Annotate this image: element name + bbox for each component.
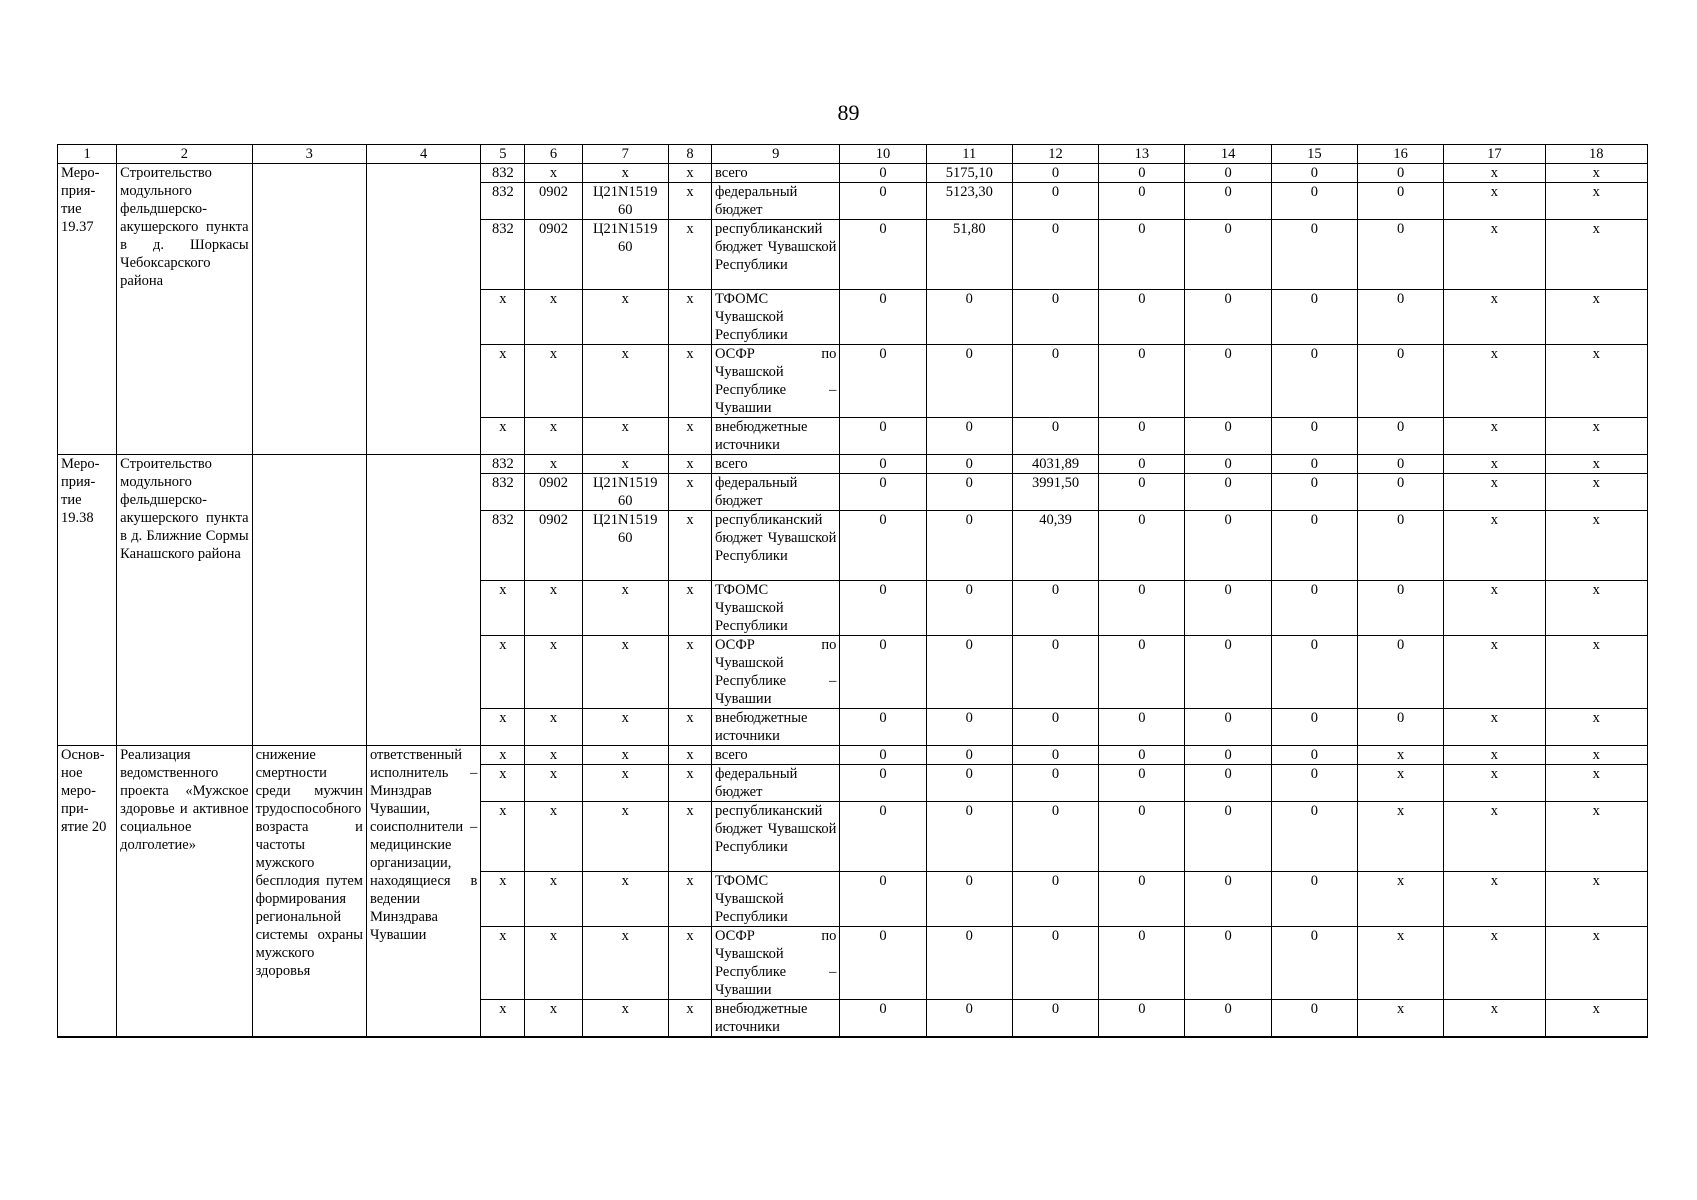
target-article-cell: x [582, 345, 668, 418]
column-header-1: 1 [58, 145, 117, 164]
table-row [58, 164, 1648, 183]
expense-type-cell: x [668, 183, 711, 220]
year-value-cell: 0 [1271, 636, 1357, 709]
section-code-cell: x [525, 927, 582, 1000]
year-value-cell: 0 [926, 802, 1012, 872]
year-value-cell: 0 [926, 418, 1012, 455]
year-value-cell: 0 [1271, 765, 1357, 802]
section-code-cell: x [525, 765, 582, 802]
funding-source-cell: федеральный бюджет [712, 765, 840, 802]
year-value-cell: 4031,89 [1012, 455, 1098, 474]
year-value-cell: 0 [1099, 164, 1185, 183]
target-article-cell: Ц21N1519 60 [582, 183, 668, 220]
year-value-cell: 0 [1271, 455, 1357, 474]
year-value-cell: 0 [1185, 511, 1271, 581]
year-value-cell: 5175,10 [926, 164, 1012, 183]
year-value-cell: 0 [1271, 746, 1357, 765]
gp-code-cell: 832 [481, 164, 525, 183]
year-value-cell: x [1444, 511, 1545, 581]
section-code-cell: x [525, 872, 582, 927]
expense-type-cell: x [668, 802, 711, 872]
column-header-3: 3 [252, 145, 366, 164]
year-value-cell: 0 [1185, 474, 1271, 511]
funding-source-cell: ОСФР по Чувашской Республике – Чувашии [712, 345, 840, 418]
year-value-cell: x [1545, 765, 1647, 802]
year-value-cell: 5123,30 [926, 183, 1012, 220]
gp-code-cell: x [481, 802, 525, 872]
year-value-cell: 0 [840, 290, 926, 345]
gp-code-cell: x [481, 290, 525, 345]
year-value-cell: 0 [1099, 290, 1185, 345]
year-value-cell: 0 [1185, 746, 1271, 765]
column-header-7: 7 [582, 145, 668, 164]
year-value-cell: x [1444, 802, 1545, 872]
expense-type-cell: x [668, 455, 711, 474]
year-value-cell: 0 [1271, 164, 1357, 183]
measure-id-cell: Меро- прия- тие 19.38 [58, 455, 117, 746]
section-code-cell: x [525, 345, 582, 418]
funding-source-cell: всего [712, 455, 840, 474]
year-value-cell: 0 [926, 345, 1012, 418]
year-value-cell: 0 [1185, 1000, 1271, 1038]
column-header-15: 15 [1271, 145, 1357, 164]
year-value-cell: 0 [1271, 872, 1357, 927]
header-row [58, 145, 1648, 164]
year-value-cell: x [1545, 1000, 1647, 1038]
column-header-4: 4 [366, 145, 480, 164]
target-article-cell: x [582, 746, 668, 765]
year-value-cell: 0 [1012, 418, 1098, 455]
year-value-cell: x [1545, 636, 1647, 709]
year-value-cell: x [1357, 802, 1443, 872]
year-value-cell: 0 [1099, 418, 1185, 455]
year-value-cell: 0 [1271, 290, 1357, 345]
year-value-cell: 0 [1185, 290, 1271, 345]
year-value-cell: x [1357, 765, 1443, 802]
year-value-cell: x [1545, 345, 1647, 418]
year-value-cell: 0 [1012, 290, 1098, 345]
year-value-cell: x [1545, 164, 1647, 183]
year-value-cell: x [1444, 183, 1545, 220]
year-value-cell: x [1545, 474, 1647, 511]
expense-type-cell: x [668, 220, 711, 290]
target-article-cell: x [582, 927, 668, 1000]
year-value-cell: 0 [1099, 746, 1185, 765]
year-value-cell: 0 [926, 927, 1012, 1000]
year-value-cell: 0 [1099, 802, 1185, 872]
target-article-cell: x [582, 455, 668, 474]
year-value-cell: 0 [1357, 474, 1443, 511]
year-value-cell: 0 [840, 511, 926, 581]
year-value-cell: 0 [1271, 802, 1357, 872]
year-value-cell: 0 [840, 636, 926, 709]
year-value-cell: x [1545, 455, 1647, 474]
table-row [58, 746, 1648, 765]
year-value-cell: x [1545, 802, 1647, 872]
expense-type-cell: x [668, 581, 711, 636]
section-code-cell: 0902 [525, 220, 582, 290]
column-header-6: 6 [525, 145, 582, 164]
gp-code-cell: x [481, 709, 525, 746]
target-article-cell: x [582, 709, 668, 746]
funding-source-cell: всего [712, 164, 840, 183]
target-article-cell: Ц21N1519 60 [582, 220, 668, 290]
section-code-cell: x [525, 636, 582, 709]
section-code-cell: 0902 [525, 183, 582, 220]
funding-source-cell: всего [712, 746, 840, 765]
gp-code-cell: x [481, 1000, 525, 1038]
expense-type-cell: x [668, 164, 711, 183]
year-value-cell: 3991,50 [1012, 474, 1098, 511]
funding-source-cell: ОСФР по Чувашской Республике – Чувашии [712, 927, 840, 1000]
measure-name-cell: Реализация ведомственного проекта «Мужское здоровье и активное социальное долголетие» [117, 746, 252, 1038]
funding-source-cell: республиканский бюджет Чувашской Республики [712, 802, 840, 872]
year-value-cell: 0 [1099, 709, 1185, 746]
year-value-cell: x [1545, 746, 1647, 765]
year-value-cell: x [1444, 581, 1545, 636]
year-value-cell: 0 [926, 1000, 1012, 1038]
funding-source-cell: внебюджетные источники [712, 1000, 840, 1038]
measure-responsible-cell [366, 455, 480, 746]
year-value-cell: 0 [1185, 183, 1271, 220]
year-value-cell: 0 [840, 455, 926, 474]
year-value-cell: x [1357, 927, 1443, 1000]
year-value-cell: x [1545, 927, 1647, 1000]
section-code-cell: x [525, 164, 582, 183]
year-value-cell: 0 [926, 474, 1012, 511]
expense-type-cell: x [668, 290, 711, 345]
year-value-cell: 0 [1185, 709, 1271, 746]
year-value-cell: 0 [1012, 183, 1098, 220]
measure-goal-cell [252, 164, 366, 455]
expense-type-cell: x [668, 474, 711, 511]
target-article-cell: Ц21N1519 60 [582, 474, 668, 511]
funding-source-cell: ТФОМС Чувашской Республики [712, 290, 840, 345]
year-value-cell: 0 [840, 183, 926, 220]
page-number: 89 [837, 100, 860, 125]
target-article-cell: x [582, 636, 668, 709]
year-value-cell: 0 [1012, 927, 1098, 1000]
target-article-cell: x [582, 1000, 668, 1038]
measure-goal-cell: снижение смертности среди мужчин трудоспособного возраста и частоты мужского бесплодия путем формирования региональной системы охраны мужского здоровья [252, 746, 366, 1038]
section-code-cell: x [525, 802, 582, 872]
year-value-cell: 0 [1357, 418, 1443, 455]
year-value-cell: 0 [1271, 418, 1357, 455]
year-value-cell: 0 [1012, 765, 1098, 802]
year-value-cell: 0 [926, 709, 1012, 746]
year-value-cell: 0 [840, 927, 926, 1000]
year-value-cell: 0 [840, 1000, 926, 1038]
expense-type-cell: x [668, 927, 711, 1000]
year-value-cell: 0 [926, 872, 1012, 927]
year-value-cell: 0 [1357, 345, 1443, 418]
year-value-cell: 0 [1012, 872, 1098, 927]
year-value-cell: 0 [1099, 183, 1185, 220]
funding-source-cell: республиканский бюджет Чувашской Республики [712, 511, 840, 581]
gp-code-cell: x [481, 418, 525, 455]
year-value-cell: 0 [1357, 455, 1443, 474]
measure-id-cell: Основ- ное меро- при- ятие 20 [58, 746, 117, 1038]
gp-code-cell: x [481, 872, 525, 927]
year-value-cell: 0 [1271, 581, 1357, 636]
column-header-13: 13 [1099, 145, 1185, 164]
year-value-cell: x [1444, 290, 1545, 345]
year-value-cell: x [1545, 290, 1647, 345]
year-value-cell: x [1357, 872, 1443, 927]
year-value-cell: 0 [1357, 709, 1443, 746]
column-header-12: 12 [1012, 145, 1098, 164]
year-value-cell: x [1444, 765, 1545, 802]
year-value-cell: 0 [1099, 511, 1185, 581]
expense-type-cell: x [668, 636, 711, 709]
target-article-cell: x [582, 872, 668, 927]
column-header-16: 16 [1357, 145, 1443, 164]
target-article-cell: x [582, 164, 668, 183]
expense-type-cell: x [668, 765, 711, 802]
year-value-cell: 0 [1099, 220, 1185, 290]
year-value-cell: 0 [1185, 927, 1271, 1000]
year-value-cell: 0 [1012, 636, 1098, 709]
funding-source-cell: федеральный бюджет [712, 474, 840, 511]
gp-code-cell: 832 [481, 511, 525, 581]
section-code-cell: x [525, 1000, 582, 1038]
expense-type-cell: x [668, 511, 711, 581]
section-code-cell: x [525, 746, 582, 765]
target-article-cell: x [582, 418, 668, 455]
year-value-cell: x [1444, 474, 1545, 511]
year-value-cell: x [1444, 927, 1545, 1000]
year-value-cell: x [1444, 636, 1545, 709]
year-value-cell: 0 [840, 220, 926, 290]
section-code-cell: x [525, 455, 582, 474]
funding-source-cell: ОСФР по Чувашской Республике – Чувашии [712, 636, 840, 709]
year-value-cell: x [1545, 418, 1647, 455]
year-value-cell: 0 [1185, 418, 1271, 455]
gp-code-cell: 832 [481, 220, 525, 290]
year-value-cell: x [1545, 183, 1647, 220]
column-header-9: 9 [712, 145, 840, 164]
year-value-cell: x [1444, 164, 1545, 183]
year-value-cell: 0 [1271, 345, 1357, 418]
section-code-cell: x [525, 290, 582, 345]
gp-code-cell: x [481, 765, 525, 802]
year-value-cell: 51,80 [926, 220, 1012, 290]
gp-code-cell: x [481, 345, 525, 418]
year-value-cell: 0 [840, 418, 926, 455]
year-value-cell: x [1444, 220, 1545, 290]
year-value-cell: x [1444, 709, 1545, 746]
year-value-cell: 0 [840, 746, 926, 765]
year-value-cell: 0 [1185, 872, 1271, 927]
year-value-cell: 0 [1357, 636, 1443, 709]
year-value-cell: 0 [1185, 581, 1271, 636]
year-value-cell: x [1444, 1000, 1545, 1038]
year-value-cell: 0 [1185, 164, 1271, 183]
year-value-cell: 0 [1271, 511, 1357, 581]
year-value-cell: 0 [1185, 802, 1271, 872]
year-value-cell: 0 [1185, 220, 1271, 290]
year-value-cell: x [1545, 872, 1647, 927]
year-value-cell: 0 [1271, 927, 1357, 1000]
gp-code-cell: x [481, 581, 525, 636]
funding-source-cell: внебюджетные источники [712, 709, 840, 746]
funding-source-cell: ТФОМС Чувашской Республики [712, 581, 840, 636]
measure-responsible-cell: ответственный исполнитель – Минздрав Чувашии, соисполнители – медицинские организации, находящиеся в ведении Минздрава Чувашии [366, 746, 480, 1038]
year-value-cell: 0 [926, 290, 1012, 345]
year-value-cell: x [1545, 220, 1647, 290]
year-value-cell: 0 [1185, 636, 1271, 709]
year-value-cell: 0 [1099, 927, 1185, 1000]
year-value-cell: x [1444, 455, 1545, 474]
column-header-18: 18 [1545, 145, 1647, 164]
expense-type-cell: x [668, 746, 711, 765]
year-value-cell: x [1545, 511, 1647, 581]
budget-table [57, 144, 1648, 1038]
year-value-cell: 0 [1185, 455, 1271, 474]
section-code-cell: x [525, 418, 582, 455]
year-value-cell: 0 [1099, 872, 1185, 927]
measure-goal-cell [252, 455, 366, 746]
gp-code-cell: 832 [481, 183, 525, 220]
year-value-cell: 0 [840, 765, 926, 802]
year-value-cell: 0 [1099, 581, 1185, 636]
year-value-cell: 0 [1357, 581, 1443, 636]
year-value-cell: 0 [1012, 746, 1098, 765]
year-value-cell: 0 [1099, 345, 1185, 418]
year-value-cell: 0 [840, 802, 926, 872]
year-value-cell: 0 [1357, 511, 1443, 581]
target-article-cell: x [582, 290, 668, 345]
year-value-cell: 0 [1271, 1000, 1357, 1038]
gp-code-cell: x [481, 927, 525, 1000]
section-code-cell: 0902 [525, 511, 582, 581]
year-value-cell: x [1545, 709, 1647, 746]
year-value-cell: 0 [840, 581, 926, 636]
measure-responsible-cell [366, 164, 480, 455]
year-value-cell: 0 [840, 872, 926, 927]
column-header-2: 2 [117, 145, 252, 164]
year-value-cell: 0 [1099, 636, 1185, 709]
column-header-11: 11 [926, 145, 1012, 164]
measure-name-cell: Строительство модульного фельдшерско-акушерского пункта в д. Шоркасы Чебоксарского района [117, 164, 252, 455]
year-value-cell: 0 [926, 511, 1012, 581]
expense-type-cell: x [668, 1000, 711, 1038]
gp-code-cell: x [481, 746, 525, 765]
year-value-cell: x [1545, 581, 1647, 636]
section-code-cell: x [525, 709, 582, 746]
year-value-cell: x [1444, 345, 1545, 418]
year-value-cell: 0 [840, 164, 926, 183]
year-value-cell: 0 [1271, 709, 1357, 746]
expense-type-cell: x [668, 872, 711, 927]
year-value-cell: 0 [926, 746, 1012, 765]
year-value-cell: 0 [1185, 765, 1271, 802]
section-code-cell: x [525, 581, 582, 636]
year-value-cell: 0 [1099, 455, 1185, 474]
year-value-cell: 0 [926, 636, 1012, 709]
year-value-cell: 0 [840, 474, 926, 511]
year-value-cell: 0 [840, 345, 926, 418]
year-value-cell: x [1444, 746, 1545, 765]
funding-source-cell: республиканский бюджет Чувашской Республики [712, 220, 840, 290]
year-value-cell: 0 [1271, 183, 1357, 220]
year-value-cell: 40,39 [1012, 511, 1098, 581]
year-value-cell: 0 [926, 765, 1012, 802]
year-value-cell: 0 [1357, 183, 1443, 220]
year-value-cell: 0 [1271, 474, 1357, 511]
year-value-cell: 0 [1099, 765, 1185, 802]
funding-source-cell: федеральный бюджет [712, 183, 840, 220]
gp-code-cell: 832 [481, 474, 525, 511]
target-article-cell: x [582, 802, 668, 872]
funding-source-cell: ТФОМС Чувашской Республики [712, 872, 840, 927]
year-value-cell: 0 [1012, 164, 1098, 183]
target-article-cell: x [582, 581, 668, 636]
gp-code-cell: 832 [481, 455, 525, 474]
column-header-14: 14 [1185, 145, 1271, 164]
year-value-cell: 0 [1012, 220, 1098, 290]
year-value-cell: 0 [926, 581, 1012, 636]
table-body [58, 145, 1648, 1038]
year-value-cell: 0 [1012, 345, 1098, 418]
expense-type-cell: x [668, 418, 711, 455]
target-article-cell: Ц21N1519 60 [582, 511, 668, 581]
gp-code-cell: x [481, 636, 525, 709]
year-value-cell: 0 [1357, 220, 1443, 290]
year-value-cell: 0 [840, 709, 926, 746]
year-value-cell: x [1357, 746, 1443, 765]
table-row [58, 455, 1648, 474]
year-value-cell: 0 [1012, 802, 1098, 872]
year-value-cell: 0 [1012, 1000, 1098, 1038]
column-header-10: 10 [840, 145, 926, 164]
year-value-cell: 0 [1271, 220, 1357, 290]
year-value-cell: 0 [926, 455, 1012, 474]
year-value-cell: x [1444, 872, 1545, 927]
measure-id-cell: Меро- прия- тие 19.37 [58, 164, 117, 455]
year-value-cell: x [1357, 1000, 1443, 1038]
year-value-cell: 0 [1185, 345, 1271, 418]
year-value-cell: 0 [1099, 474, 1185, 511]
section-code-cell: 0902 [525, 474, 582, 511]
column-header-8: 8 [668, 145, 711, 164]
funding-source-cell: внебюджетные источники [712, 418, 840, 455]
column-header-5: 5 [481, 145, 525, 164]
year-value-cell: 0 [1099, 1000, 1185, 1038]
measure-name-cell: Строительство модульного фельдшерско-акушерского пункта в д. Ближние Сормы Канашского района [117, 455, 252, 746]
year-value-cell: 0 [1012, 709, 1098, 746]
year-value-cell: 0 [1357, 290, 1443, 345]
year-value-cell: 0 [1012, 581, 1098, 636]
column-header-17: 17 [1444, 145, 1545, 164]
expense-type-cell: x [668, 709, 711, 746]
year-value-cell: x [1444, 418, 1545, 455]
target-article-cell: x [582, 765, 668, 802]
expense-type-cell: x [668, 345, 711, 418]
year-value-cell: 0 [1357, 164, 1443, 183]
